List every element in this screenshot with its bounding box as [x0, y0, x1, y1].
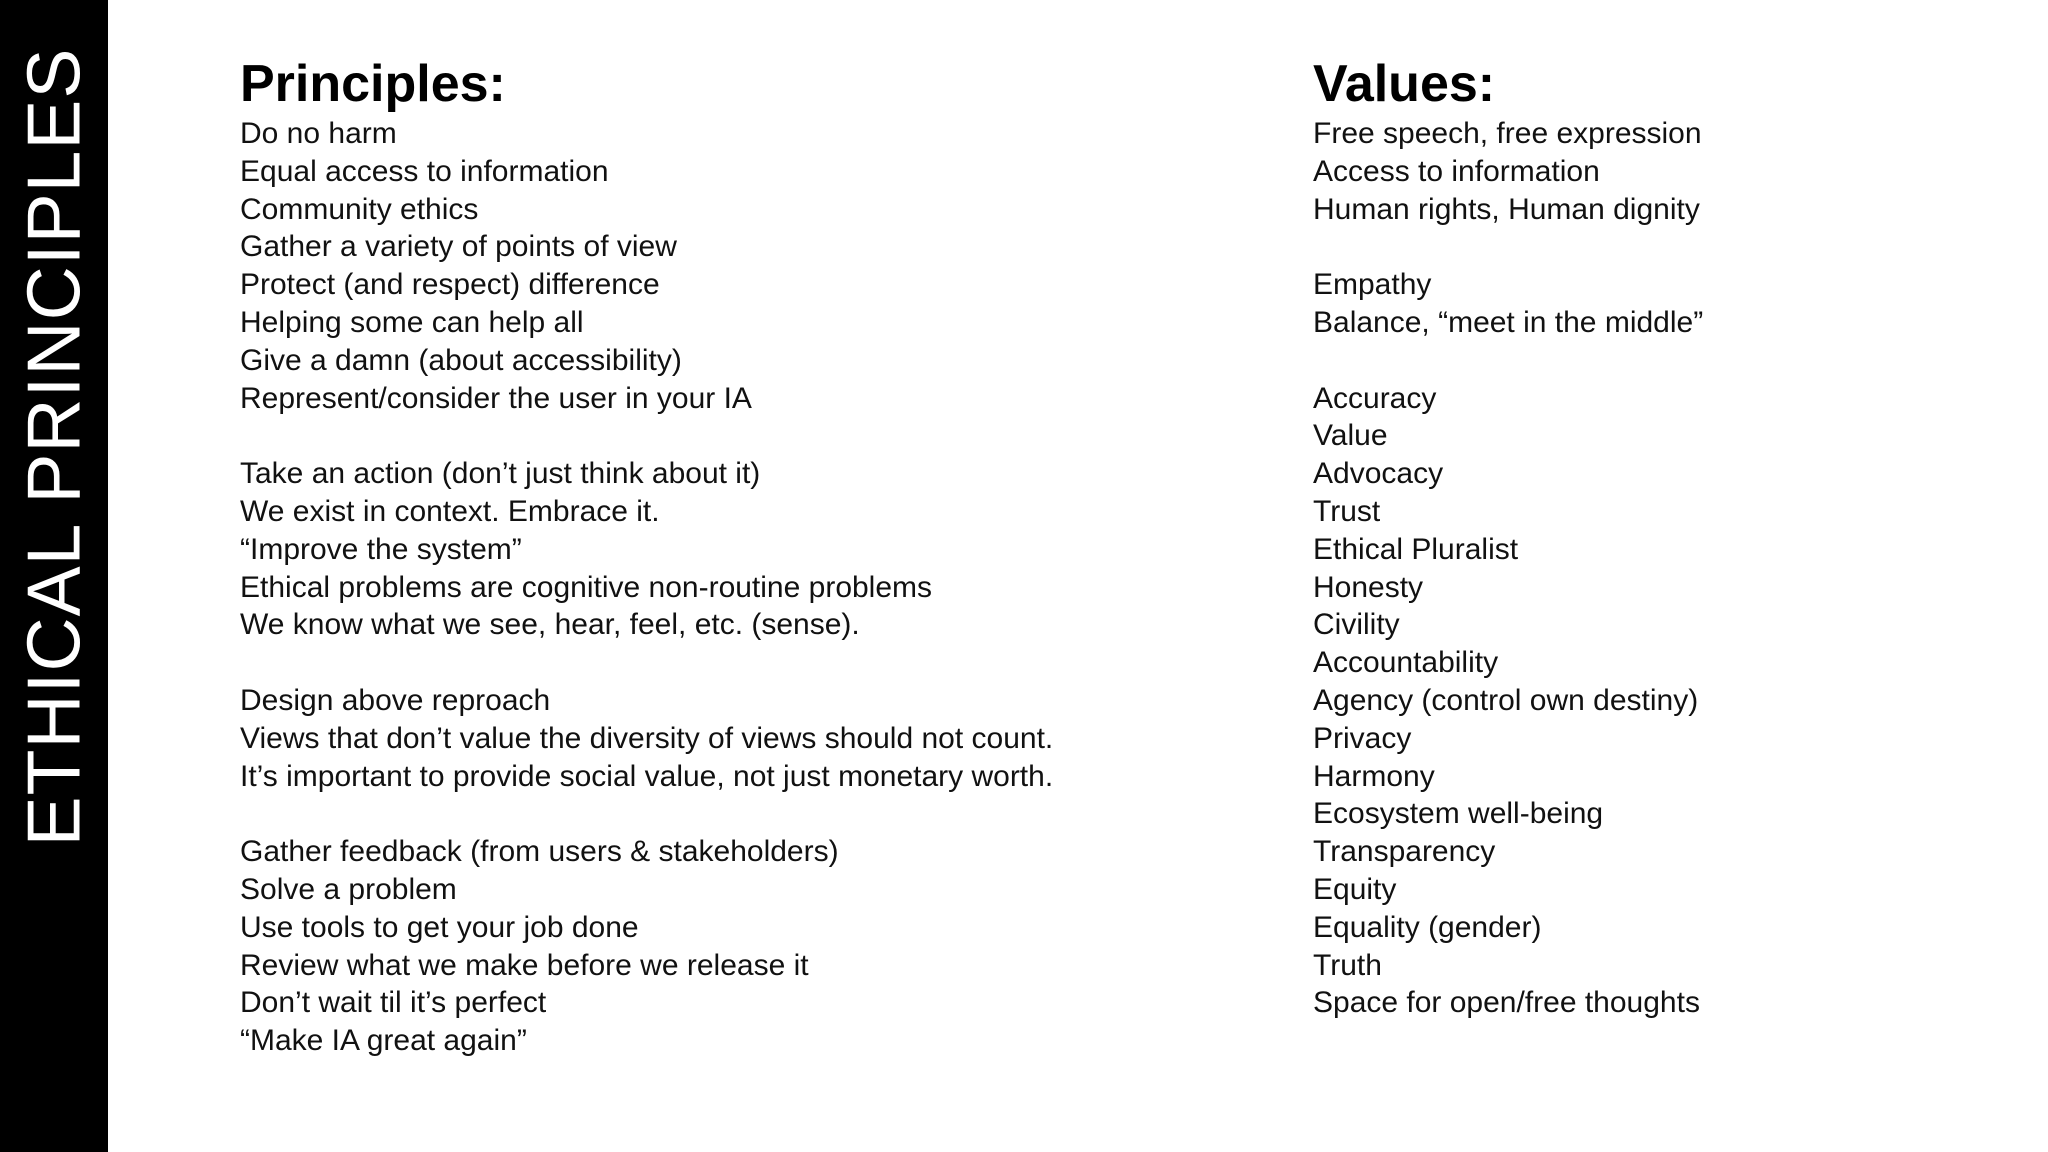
principle-item: Helping some can help all	[240, 305, 584, 339]
value-item: Civility	[1313, 608, 1400, 642]
value-item: Truth	[1313, 948, 1382, 982]
principle-item: Take an action (don’t just think about it)	[240, 457, 761, 491]
value-item: Free speech, free expression	[1313, 117, 1702, 150]
principle-item: Give a damn (about accessibility)	[240, 343, 682, 377]
values-column	[1313, 56, 2013, 1022]
value-item: Transparency	[1313, 835, 1496, 869]
values-list	[1313, 115, 2013, 1022]
principle-item: Solve a problem	[240, 872, 457, 906]
principle-item: “Improve the system”	[240, 532, 522, 566]
principle-item: Community ethics	[240, 192, 479, 226]
spacer-line	[1313, 342, 2013, 380]
spacer-line	[1313, 228, 2013, 266]
value-item: Balance, “meet in the middle”	[1313, 305, 1704, 339]
value-item: Accountability	[1313, 646, 1499, 680]
values-heading: Values:	[1313, 55, 1496, 113]
value-item: Access to information	[1313, 154, 1600, 188]
value-item: Value	[1313, 419, 1388, 453]
principles-column	[240, 56, 1240, 1060]
value-item: Accuracy	[1313, 381, 1437, 415]
sidebar	[0, 0, 108, 1152]
principle-item: Don’t wait til it’s perfect	[240, 986, 547, 1020]
principle-item: Review what we make before we release it	[240, 948, 809, 982]
value-item: Equity	[1313, 872, 1397, 906]
principle-item: Equal access to information	[240, 154, 609, 188]
principle-item: Gather a variety of points of view	[240, 230, 677, 264]
spacer-line	[240, 644, 1240, 682]
principle-item: Views that don’t value the diversity of views should not count.	[240, 721, 1054, 755]
value-item: Ethical Pluralist	[1313, 532, 1519, 566]
principle-item: Protect (and respect) difference	[240, 268, 660, 302]
principles-list	[240, 115, 1240, 1060]
principles-heading: Principles:	[240, 55, 506, 113]
value-item: Agency (control own destiny)	[1313, 683, 1699, 717]
value-item: Privacy	[1313, 721, 1412, 755]
principle-item: Do no harm	[240, 117, 397, 150]
value-item: Advocacy	[1313, 457, 1444, 491]
value-item: Harmony	[1313, 759, 1435, 793]
principle-item: We know what we see, hear, feel, etc. (sense).	[240, 608, 860, 642]
principle-item: Use tools to get your job done	[240, 910, 639, 944]
principle-item: It’s important to provide social value, not just monetary worth.	[240, 759, 1054, 793]
value-item: Human rights, Human dignity	[1313, 192, 1700, 226]
value-item: Honesty	[1313, 570, 1424, 604]
principle-item: “Make IA great again”	[240, 1024, 527, 1058]
principle-item: We exist in context. Embrace it.	[240, 494, 660, 528]
value-item: Equality (gender)	[1313, 910, 1542, 944]
principle-item: Design above reproach	[240, 683, 551, 717]
spacer-line	[240, 417, 1240, 455]
value-item: Empathy	[1313, 268, 1432, 302]
value-item: Space for open/free thoughts	[1313, 986, 1700, 1020]
sidebar-title: ETHICAL PRINCIPLES	[11, 47, 96, 847]
spacer-line	[240, 795, 1240, 833]
principle-item: Represent/consider the user in your IA	[240, 381, 752, 415]
principle-item: Gather feedback (from users & stakeholders)	[240, 835, 839, 869]
value-item: Ecosystem well-being	[1313, 797, 1604, 831]
principle-item: Ethical problems are cognitive non-routine problems	[240, 570, 933, 604]
value-item: Trust	[1313, 494, 1381, 528]
